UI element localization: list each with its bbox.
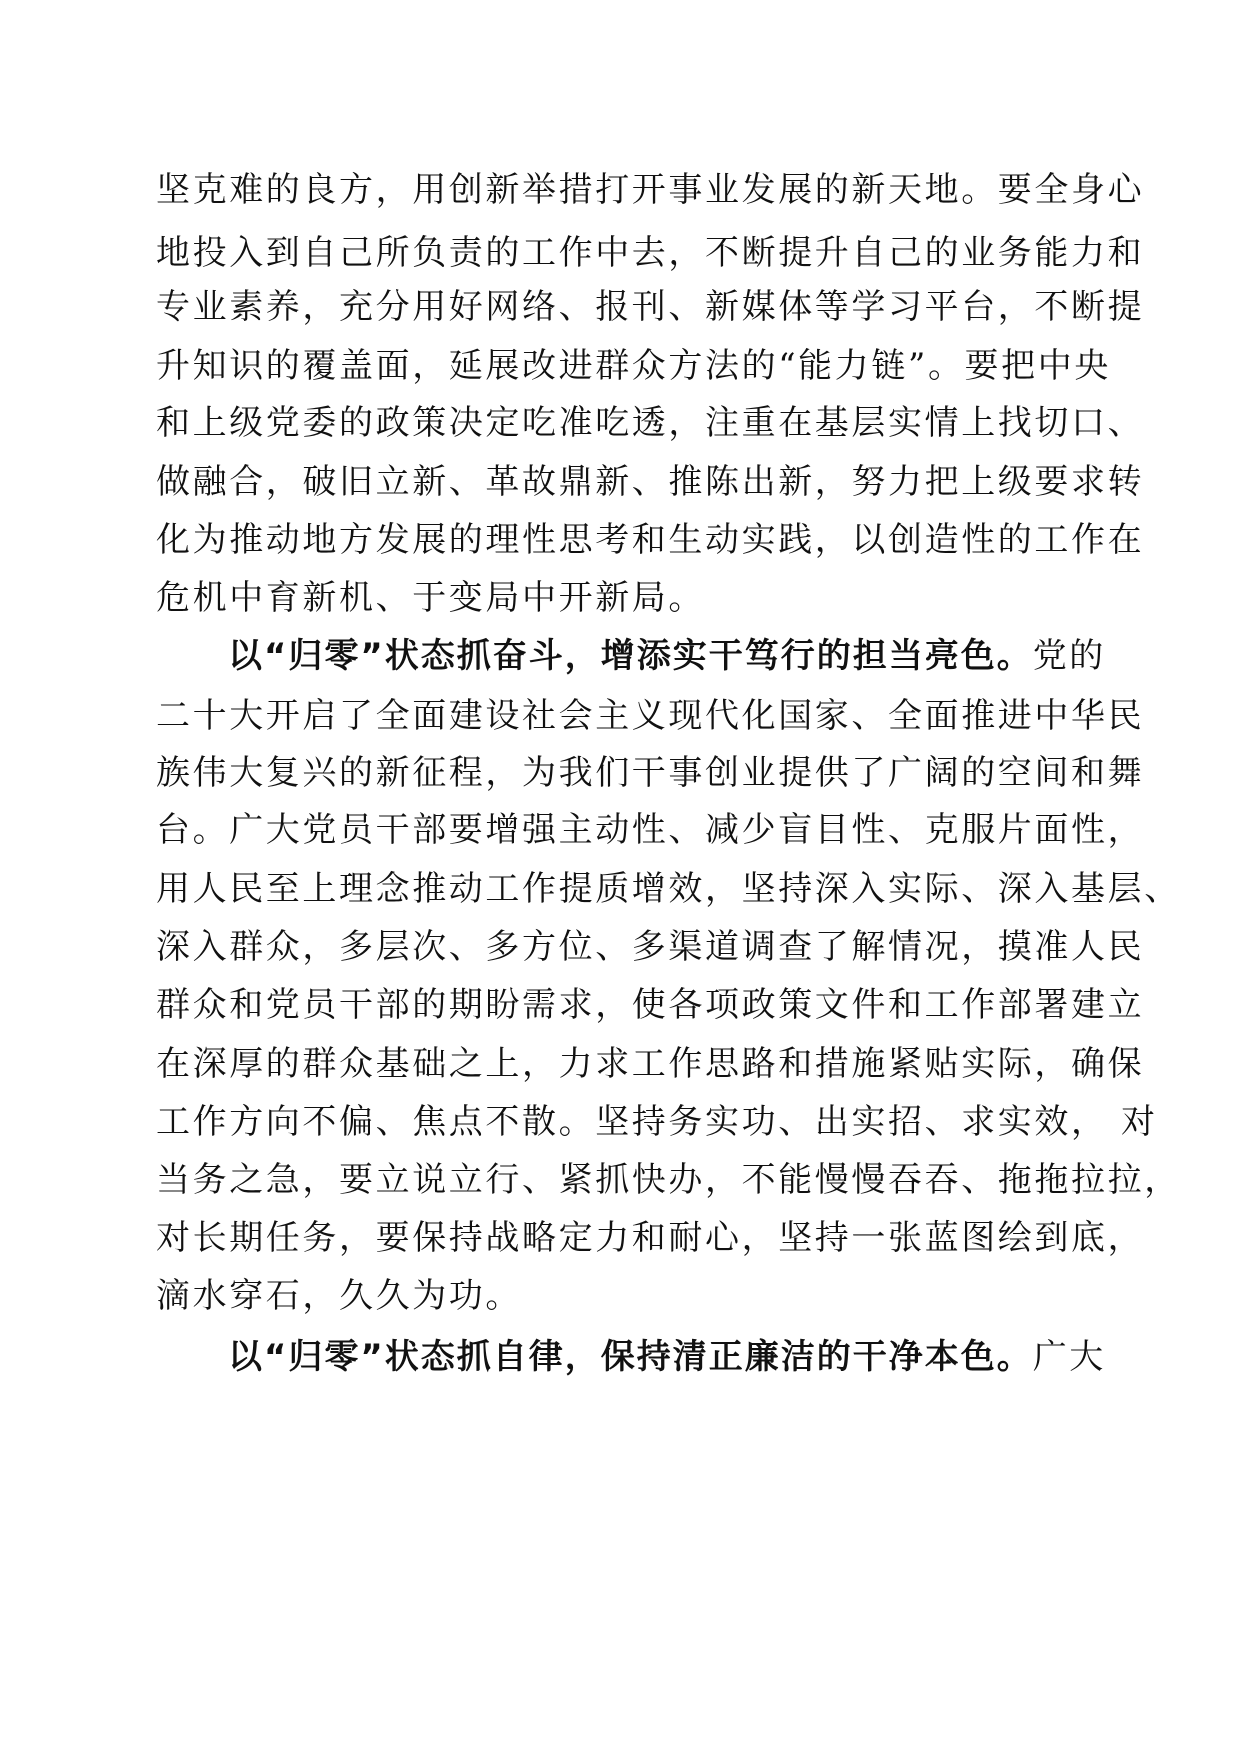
text-line: 危机中育新机、于变局中开新局。 [156,578,705,618]
text-line: 二十大开启了全面建设社会主义现代化国家、全面推进中华民 [156,696,1145,736]
text-line: 工作方向不偏、焦点不散。坚持务实功、出实招、求实效， 对 [156,1102,1158,1142]
text-line: 滴水穿石，久久为功。 [156,1276,522,1316]
text-line: 做融合，破旧立新、革故鼎新、推陈出新，努力把上级要求转 [156,462,1145,502]
text-line: 和上级党委的政策决定吃准吃透，注重在基层实情上找切口、 [156,403,1145,443]
paragraph-heading: 以“归零”状态抓奋斗，增添实干笃行的担当亮色。 [228,636,1033,676]
paragraph-heading-line [228,626,1188,686]
text-line: 用人民至上理念推动工作提质增效，坚持深入实际、深入基层、 [156,869,1181,909]
text-line: 地投入到自己所负责的工作中去，不断提升自己的业务能力和 [156,233,1145,273]
text-line: 族伟大复兴的新征程，为我们干事创业提供了广阔的空间和舞 [156,753,1145,793]
text-line: 升知识的覆盖面，延展改进群众方法的“能力链”。要把中央 [156,346,1111,386]
text-line: 坚克难的良方，用创新举措打开事业发展的新天地。要全身心 [156,170,1145,210]
paragraph-heading-line [228,1327,1188,1387]
paragraph-heading: 以“归零”状态抓自律，保持清正廉洁的干净本色。 [228,1337,1033,1377]
text-line: 专业素养，充分用好网络、报刊、新媒体等学习平台，不断提 [156,287,1145,327]
paragraph-heading-tail: 广大 [1032,1337,1106,1377]
text-line: 深入群众，多层次、多方位、多渠道调查了解情况，摸准人民 [156,927,1145,967]
text-line: 化为推动地方发展的理性思考和生动实践，以创造性的工作在 [156,520,1145,560]
text-line: 对长期任务，要保持战略定力和耐心，坚持一张蓝图绘到底， [156,1218,1145,1258]
text-line: 当务之急，要立说立行、紧抓快办，不能慢慢吞吞、拖拖拉拉， [156,1160,1181,1200]
paragraph-heading-tail: 党的 [1032,636,1106,676]
text-line: 台。广大党员干部要增强主动性、减少盲目性、克服片面性， [156,810,1145,850]
text-line: 在深厚的群众基础之上，力求工作思路和措施紧贴实际，确保 [156,1044,1145,1084]
text-line: 群众和党员干部的期盼需求，使各项政策文件和工作部署建立 [156,985,1145,1025]
